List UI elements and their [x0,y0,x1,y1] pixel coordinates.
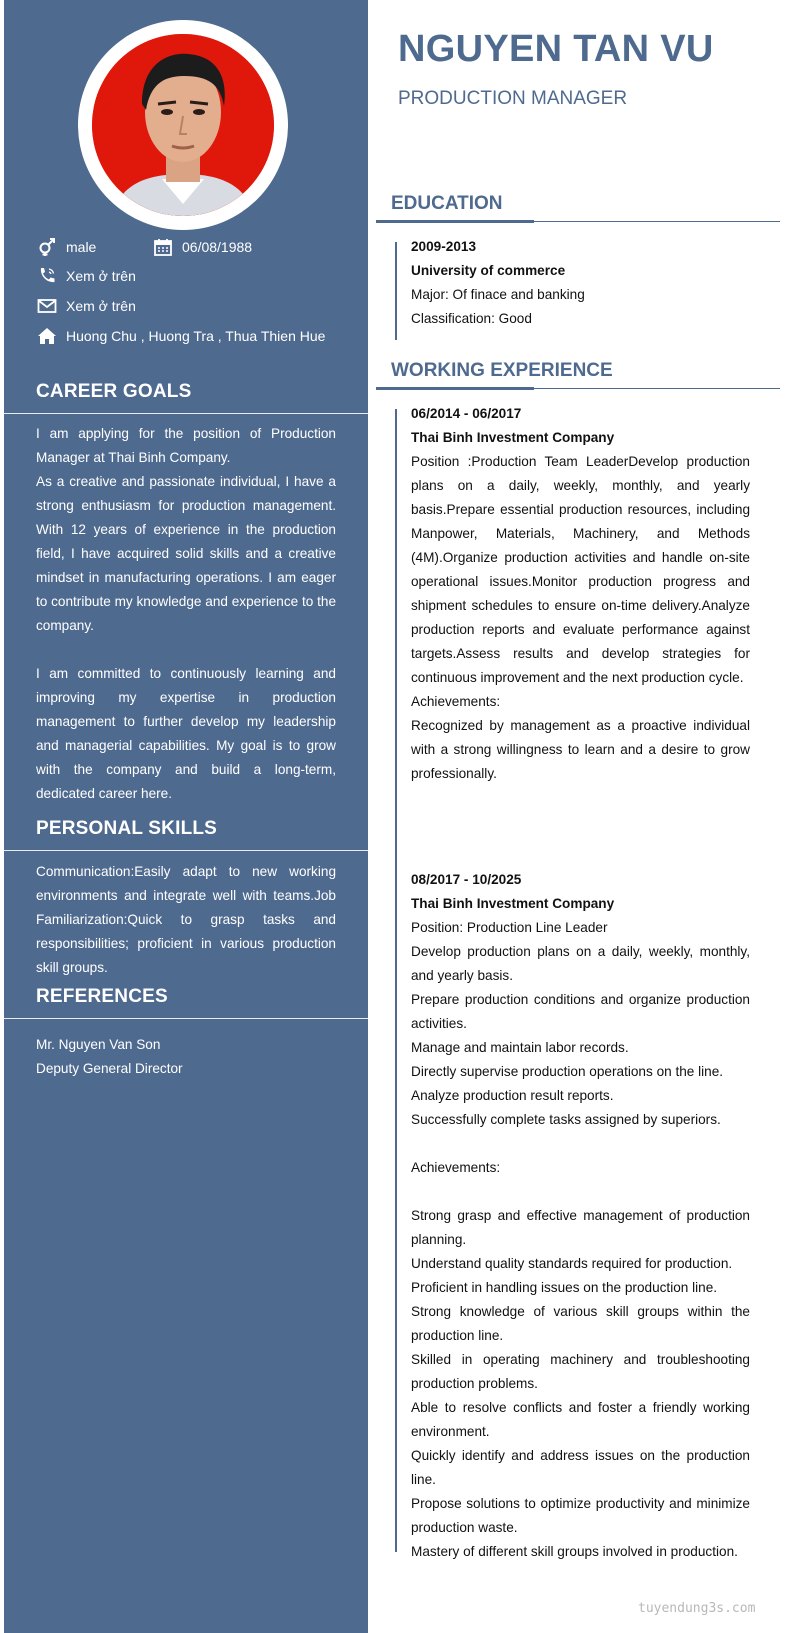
job2-achievement: Quickly identify and address issues on the production line. [411,1448,750,1487]
home-icon [36,325,58,347]
watermark: tuyendung3s.com [638,1601,756,1616]
job2-line: Directly supervise production operations on the line. [411,1064,724,1079]
birthday-value: 06/08/1988 [182,239,253,255]
job2-achievement: Mastery of different skill groups involved in production. [411,1544,738,1559]
gender-icon [36,236,58,258]
phone-row [36,264,136,288]
job2-line: Prepare production conditions and organize production activities. [411,992,750,1031]
job1-period: 06/2014 - 06/2017 [411,406,522,421]
gender-value: male [66,239,97,255]
birthday-row [152,235,252,259]
education-period: 2009-2013 [411,239,477,254]
avatar-portrait [92,34,274,216]
email-row [36,294,136,318]
job2-achievements-label: Achievements: [411,1160,501,1175]
job2-achievement: Strong knowledge of various skill groups within the production line. [411,1304,750,1343]
email-icon [36,295,58,317]
candidate-position: PRODUCTION MANAGER [398,88,628,109]
job2-company: Thai Binh Investment Company [411,896,615,911]
reference-role: Deputy General Director [36,1061,183,1076]
career-goals-title: CAREER GOALS [36,381,192,402]
calendar-icon [152,236,174,258]
job2-achievement: Skilled in operating machinery and troubleshooting production problems. [411,1352,750,1391]
experience-timeline [395,409,397,1552]
job2-achievement: Understand quality standards required for production. [411,1256,733,1271]
job2-line: Develop production plans on a daily, weekly, monthly, and yearly basis. [411,944,750,983]
job2-line: Successfully complete tasks assigned by superiors. [411,1112,721,1127]
education-divider-accent [376,220,534,223]
reference-name: Mr. Nguyen Van Son [36,1037,161,1052]
job2-achievement: Able to resolve conflicts and foster a friendly working environment. [411,1400,750,1439]
career-goals-p1: I am applying for the position of Production Manager at Thai Binh Company. [36,426,336,465]
job1-description: Position :Production Team LeaderDevelop production plans on a daily, weekly, monthly, and yearly basis.Prepare essential production resources, including Manpower, Materials, Machinery, and Methods (4M).Organize production activities and handle on-site operational issues.Monitor production progress and shipment schedules to ensure on-time delivery.Analyze production reports and evaluate performance against targets.Assess results and develop strategies for continuous improvement and the next production cycle. [411,454,750,685]
job2-achievement: Proficient in handling issues on the production line. [411,1280,718,1295]
job2-period: 08/2017 - 10/2025 [411,872,522,887]
job2-achievement: Strong grasp and effective management of production planning. [411,1208,750,1247]
job2-line: Analyze production result reports. [411,1088,614,1103]
education-entry [411,235,750,331]
avatar [92,34,274,216]
experience-entry-1 [411,402,750,786]
experience-entry-2 [411,868,750,1564]
references-title: REFERENCES [36,986,168,1007]
education-classification: Classification: Good [411,311,532,326]
career-goals-p2: As a creative and passionate individual, I have a strong enthusiasm for production management. With 12 years of experience in the production field, I have acquired solid skills and a creative mindset in manufacturing operations. I am eager to contribute my knowledge and experience to the company. [36,474,337,633]
education-school: University of commerce [411,263,566,278]
job2-line: Position: Production Line Leader [411,920,608,935]
references-divider [4,1018,368,1019]
personal-skills-text [36,860,336,980]
phone-icon [36,265,58,287]
career-goals-text [36,422,336,806]
education-major: Major: Of finace and banking [411,287,585,302]
job1-company: Thai Binh Investment Company [411,430,615,445]
job1-achievements-label: Achievements: [411,694,501,709]
gender-row [36,235,96,259]
personal-skills-p: Communication:Easily adapt to new working environments and integrate well with teams.Job Familiarization:Quick to grasp tasks and responsibilities; proficient in various production skill groups. [36,864,336,975]
candidate-name: NGUYEN TAN VU [398,28,714,70]
address-value: Huong Chu , Huong Tra , Thua Thien Hue [66,328,326,344]
personal-skills-title: PERSONAL SKILLS [36,818,218,839]
career-goals-p3: I am committed to continuously learning and improving my expertise in production management to further develop my leadership and managerial capabilities. My goal is to grow with the company and build a long-term, dedicated career here. [36,666,336,801]
job2-line: Manage and maintain labor records. [411,1040,629,1055]
personal-skills-divider [4,850,368,851]
address-row [36,324,325,348]
job1-achievement: Recognized by management as a proactive individual with a strong willingness to learn and a desire to grow professionally. [411,718,750,781]
avatar-frame [78,20,288,230]
phone-value: Xem ở trên [66,268,136,284]
experience-title: WORKING EXPERIENCE [391,360,613,381]
career-goals-divider [4,413,368,414]
education-title: EDUCATION [391,193,503,214]
job2-achievement: Propose solutions to optimize productivity and minimize production waste. [411,1496,750,1535]
experience-divider-accent [376,387,534,390]
education-timeline [395,242,397,340]
references-text [36,1033,336,1081]
email-value: Xem ở trên [66,298,136,314]
